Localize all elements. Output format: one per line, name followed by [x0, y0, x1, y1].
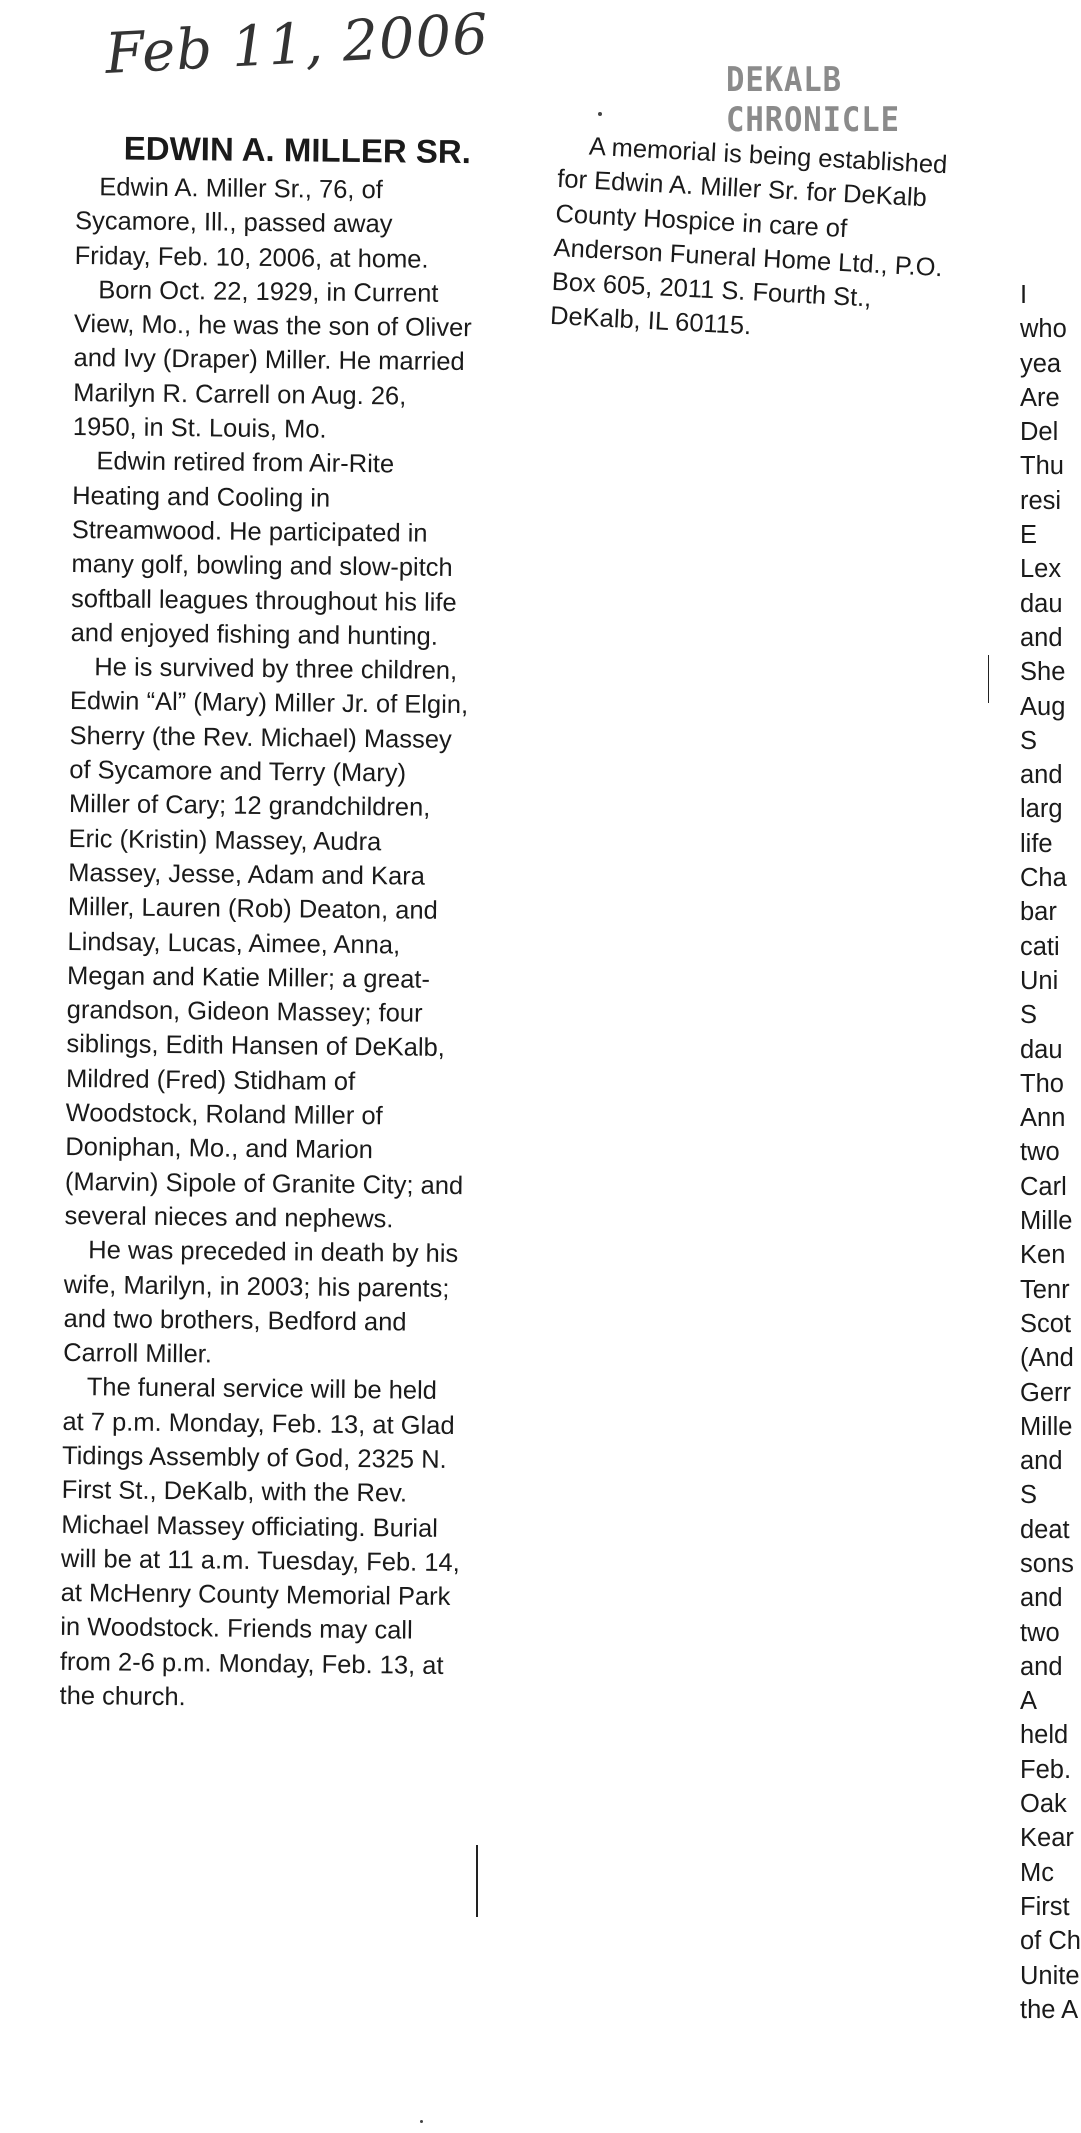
cut-column-line: Mille: [1020, 1412, 1073, 1441]
cut-column-line: S: [1020, 1481, 1038, 1510]
obituary-paragraph: He was preceded in death by his wife, Marilyn, in 2003; his parents; and two brothers, Bedford and Carroll Miller.: [63, 1236, 459, 1369]
cut-column-line: Unite: [1020, 1961, 1080, 1990]
cut-column-line: life: [1020, 829, 1053, 858]
cut-column-line: Del: [1020, 418, 1059, 447]
cut-column-line: who: [1020, 315, 1067, 344]
memorial-notice: A memorial is being established for Edwin A. Miller Sr. for DeKalb County Hospice in care of Anderson Funeral Home Ltd., P.O. Box 605, 2011 S. Fourth St., DeKalb, IL 60115.: [549, 132, 948, 341]
cut-column-line: deat: [1020, 1515, 1070, 1544]
scan-speck: [420, 2120, 423, 2123]
cut-column-line: two: [1020, 1618, 1060, 1647]
cut-column-line: S: [1020, 1001, 1038, 1030]
cut-column-line: Gerr: [1020, 1378, 1071, 1407]
cut-column-line: First: [1020, 1892, 1070, 1921]
obituary-paragraph: The funeral service will be held at 7 p.m. Monday, Feb. 13, at Glad Tidings Assembly of God, 2325 N. First St., DeKalb, with the Rev. Michael Massey officiating. Burial will be at 11 a.m. Tuesday, Feb. 14, at McHenry County Memorial Park in Woodstock. Friends may call from 2-6 p.m. Monday, Feb. 13, at the church.: [59, 1373, 460, 1712]
memorial-column: [549, 128, 954, 354]
scan-mark-line: [988, 655, 989, 703]
cut-column-line: Carl: [1020, 1172, 1067, 1201]
cut-column-line: Oak: [1020, 1790, 1067, 1819]
cut-column-line: Thu: [1020, 452, 1064, 481]
cut-column-line: She: [1020, 658, 1066, 687]
cut-column-line: held: [1020, 1721, 1069, 1750]
cut-column-line: Ken: [1020, 1241, 1066, 1270]
cut-column-line: S: [1020, 726, 1038, 755]
cut-column-line: E: [1020, 521, 1038, 550]
cut-column-line: resi: [1020, 486, 1062, 515]
cut-column-line: cati: [1020, 932, 1060, 961]
cut-column-line: sons: [1020, 1549, 1074, 1578]
cut-column-line: Cha: [1020, 864, 1067, 893]
cut-column-line: and: [1020, 1584, 1063, 1613]
scan-mark-line: [476, 1845, 478, 1917]
cut-column-line: Uni: [1020, 966, 1059, 995]
cut-column-line: Kear: [1020, 1824, 1074, 1853]
cut-column-line: Tenr: [1020, 1275, 1070, 1304]
obituary-headline: EDWIN A. MILLER SR.: [123, 129, 472, 171]
cut-column-line: and: [1020, 1652, 1063, 1681]
cut-column-line: Are: [1020, 383, 1060, 412]
cut-column-line: and: [1020, 1447, 1063, 1476]
cut-column-line: Feb.: [1020, 1755, 1072, 1784]
cut-column-line: Aug: [1020, 692, 1066, 721]
cut-off-column: [1020, 278, 1081, 2027]
cut-column-line: and: [1020, 761, 1063, 790]
cut-column-line: I: [1020, 281, 1028, 309]
cut-column-line: Mille: [1020, 1207, 1073, 1236]
cut-column-line: of Ch: [1020, 1927, 1081, 1956]
handwritten-date: Feb 11, 2006: [103, 1, 491, 88]
cut-column-line: Tho: [1020, 1069, 1064, 1098]
cut-column-line: dau: [1020, 589, 1063, 618]
cut-column-line: Lex: [1020, 555, 1062, 584]
cut-column-line: dau: [1020, 1035, 1063, 1064]
cut-column-line: (And: [1020, 1344, 1074, 1373]
cut-column-line: bar: [1020, 898, 1057, 927]
newspaper-masthead: DEKALB CHRONICLE: [726, 60, 900, 140]
cut-column-line: Ann: [1020, 1104, 1066, 1133]
obituary-paragraph: He is survived by three children, Edwin “Al” (Mary) Miller Jr. of Elgin, Sherry (the Rev. Michael) Massey of Sycamore and Terry (Mary) Miller of Cary; 12 grandchildren, Eric (Kristin) Massey, Audra Massey, Jesse, Adam and Kara Miller, Lauren (Rob) Deaton, and Lindsay, Lucas, Aimee, Anna, Megan and Katie Miller; a great-grandson, Gideon Massey; four siblings, Edith Hansen of DeKalb, Mildred (Fred) Stidham of Woodstock, Roland Miller of Doniphan, Mo., and Marion (Marvin) Sipole of Granite City; and several nieces and nephews.: [64, 653, 469, 1234]
cut-column-line: A: [1020, 1687, 1038, 1716]
cut-column-line: larg: [1020, 795, 1063, 824]
cut-column-line: Scot: [1020, 1309, 1072, 1338]
cut-column-line: two: [1020, 1138, 1060, 1167]
scan-speck: [598, 112, 602, 116]
cut-column-line: Mc: [1020, 1858, 1054, 1887]
cut-column-line: the A: [1020, 1995, 1079, 2024]
obituary-column: [59, 128, 476, 1717]
obituary-paragraph: Edwin A. Miller Sr., 76, of Sycamore, Ill., passed away Friday, Feb. 10, 2006, at home.: [74, 173, 429, 274]
cut-column-line: and: [1020, 623, 1063, 652]
cut-column-line: yea: [1020, 349, 1062, 378]
obituary-paragraph: Born Oct. 22, 1929, in Current View, Mo., he was the son of Oliver and Ivy (Draper) Miller. He married Marilyn R. Carrell on Aug. 26, 1950, in St. Louis, Mo.: [72, 276, 472, 444]
obituary-paragraph: Edwin retired from Air-Rite Heating and Cooling in Streamwood. He participated in many golf, bowling and slow-pitch softball leagues throughout his life and enjoyed fishing and hunting.: [70, 447, 457, 651]
